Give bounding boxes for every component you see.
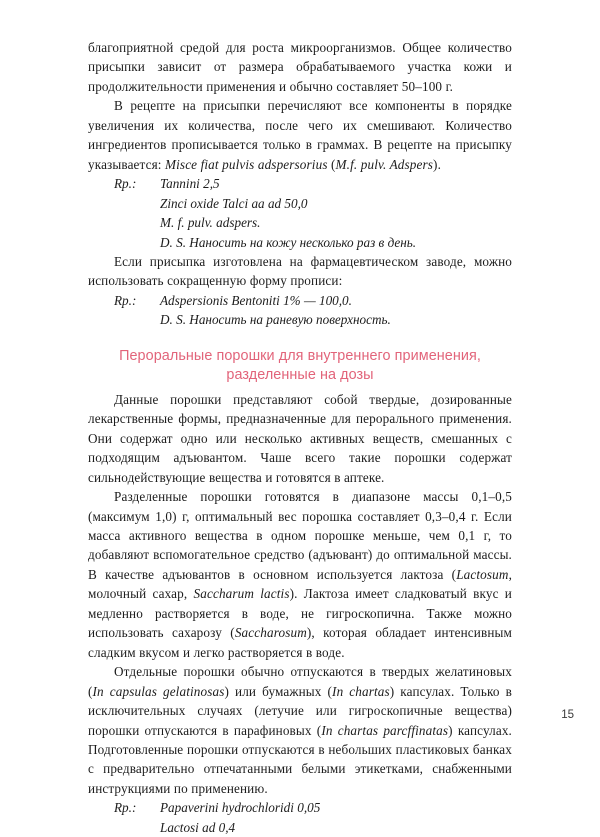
paragraph-recipe-order bbox=[88, 96, 512, 174]
paragraph-text-part: ) капсулах. Только в исключительных случаях (летучие или гигроскопичные вещества) порошки отпускаются в парафиновых ( bbox=[88, 683, 512, 738]
latin-term-saccharum-lactis: Saccharum lactis bbox=[193, 586, 290, 602]
paragraph-continuation: благоприятной средой для роста микроорганизмов. Общее количество присыпки зависит от размера обрабатываемого участка кожи и продолжительности применения и обычно составляет 50–100 г. bbox=[88, 40, 512, 94]
section-heading-line-2: разделенные на дозы bbox=[226, 367, 374, 384]
recipe-line: Tannini 2,5 bbox=[160, 176, 220, 192]
recipe-row bbox=[88, 310, 512, 329]
recipe-line: D. S. Наносить на раневую поверхность. bbox=[160, 312, 391, 328]
paragraph-text-part: , молочный сахар, bbox=[88, 566, 512, 602]
recipe-block-tannini bbox=[88, 174, 512, 252]
recipe-line: Adspersionis Bentoniti 1% — 100,0. bbox=[160, 292, 352, 308]
recipe-line: D. S. Наносить на кожу несколько раз в день. bbox=[160, 234, 417, 250]
paragraph-capsules bbox=[88, 662, 512, 798]
paragraph-factory-made: Если присыпка изготовлена на фармацевтическом заводе, можно использовать сокращенную форму прописи: bbox=[88, 253, 512, 289]
spacer bbox=[88, 330, 512, 347]
paragraph-powder-definition: Данные порошки представляют собой твердые, дозированные лекарственные формы, предназначенные для перорального применения. Они содержат одно или несколько активных веществ, смешанных с подходящим адъювантом. Чаше всего такие порошки содержат сильнодействующие вещества и готовятся в аптеке. bbox=[88, 391, 512, 485]
recipe-row bbox=[88, 194, 512, 213]
page-content bbox=[88, 38, 512, 837]
latin-abbrev-mf-pulv: M.f. pulv. Adspers bbox=[335, 156, 434, 172]
paragraph-text-part: ). bbox=[433, 156, 441, 172]
recipe-row bbox=[88, 174, 512, 193]
paragraph-text-part: Разделенные порошки готовятся в диапазоне массы 0,1–0,5 (максимум 1,0) г, оптимальный вес порошка составляет 0,3–0,4 г. Если масса активного вещества в одном порошке меньше, чем 0,1 г, то добавляют вспомогательное средство (адъювант) до оптимальной массы. В качестве адъювантов в основном используется лактоза ( bbox=[88, 489, 512, 582]
recipe-row bbox=[88, 291, 512, 310]
latin-term-in-capsulas-gelatinosas: In capsulas gelatinosas bbox=[92, 683, 225, 699]
recipe-line: Lactosi ad 0,4 bbox=[160, 819, 236, 835]
latin-term-in-chartas-paraffinatas: In chartas parcffinatas bbox=[321, 722, 449, 738]
recipe-row bbox=[88, 798, 512, 817]
recipe-label: Rp.: bbox=[114, 176, 137, 192]
recipe-row bbox=[88, 213, 512, 232]
recipe-label: Rp.: bbox=[114, 800, 137, 816]
latin-term-lactosum: Lactosum bbox=[456, 566, 509, 582]
latin-term-misce-fiat: Misce fiat pulvis adspersorius bbox=[165, 156, 328, 172]
paragraph-dosage-range bbox=[88, 487, 512, 662]
recipe-row bbox=[88, 818, 512, 837]
paragraph-text-part: В рецепте на присыпки перечисляют все компоненты в порядке увеличения их количества, после чего их смешивают. Количество ингредиентов прописывается только в граммах. В рецепте на присыпку указывается: bbox=[88, 98, 512, 172]
paragraph-text-part: ), которая обладает интенсивным сладким вкусом и легко растворяется в воде. bbox=[88, 625, 512, 660]
paragraph-text-part: ) капсулах. Подготовленные порошки отпускаются в небольших пластиковых банках с предварительно отпечатанными белыми этикетками, снабженными инструкциями по применению. bbox=[88, 722, 512, 796]
page-number: 15 bbox=[561, 709, 574, 721]
paragraph-text-part: ( bbox=[327, 156, 336, 172]
paragraph-text-part: Отдельные порошки обычно отпускаются в твердых желатиновых ( bbox=[88, 664, 512, 699]
recipe-line: Zinci oxide Talci aa ad 50,0 bbox=[160, 195, 308, 211]
recipe-block-adspersionis bbox=[88, 291, 512, 330]
recipe-label: Rp.: bbox=[114, 292, 137, 308]
paragraph-text-part: ) или бумажных ( bbox=[224, 683, 333, 699]
section-heading-line-1: Пероральные порошки для внутреннего применения, bbox=[119, 347, 481, 364]
recipe-line: M. f. pulv. adspers. bbox=[160, 215, 261, 231]
latin-term-saccharosum: Saccharosum bbox=[234, 625, 307, 641]
latin-term-in-chartas: In chartas bbox=[332, 683, 390, 699]
recipe-block-papaverini bbox=[88, 798, 512, 837]
recipe-row bbox=[88, 233, 512, 252]
recipe-line: Papaverini hydrochloridi 0,05 bbox=[160, 800, 321, 816]
paragraph-text-part: ). Лактоза имеет сладковатый вкус и медленно растворяется в воде, не гигроскопична. Также можно использовать сахарозу ( bbox=[88, 586, 512, 641]
